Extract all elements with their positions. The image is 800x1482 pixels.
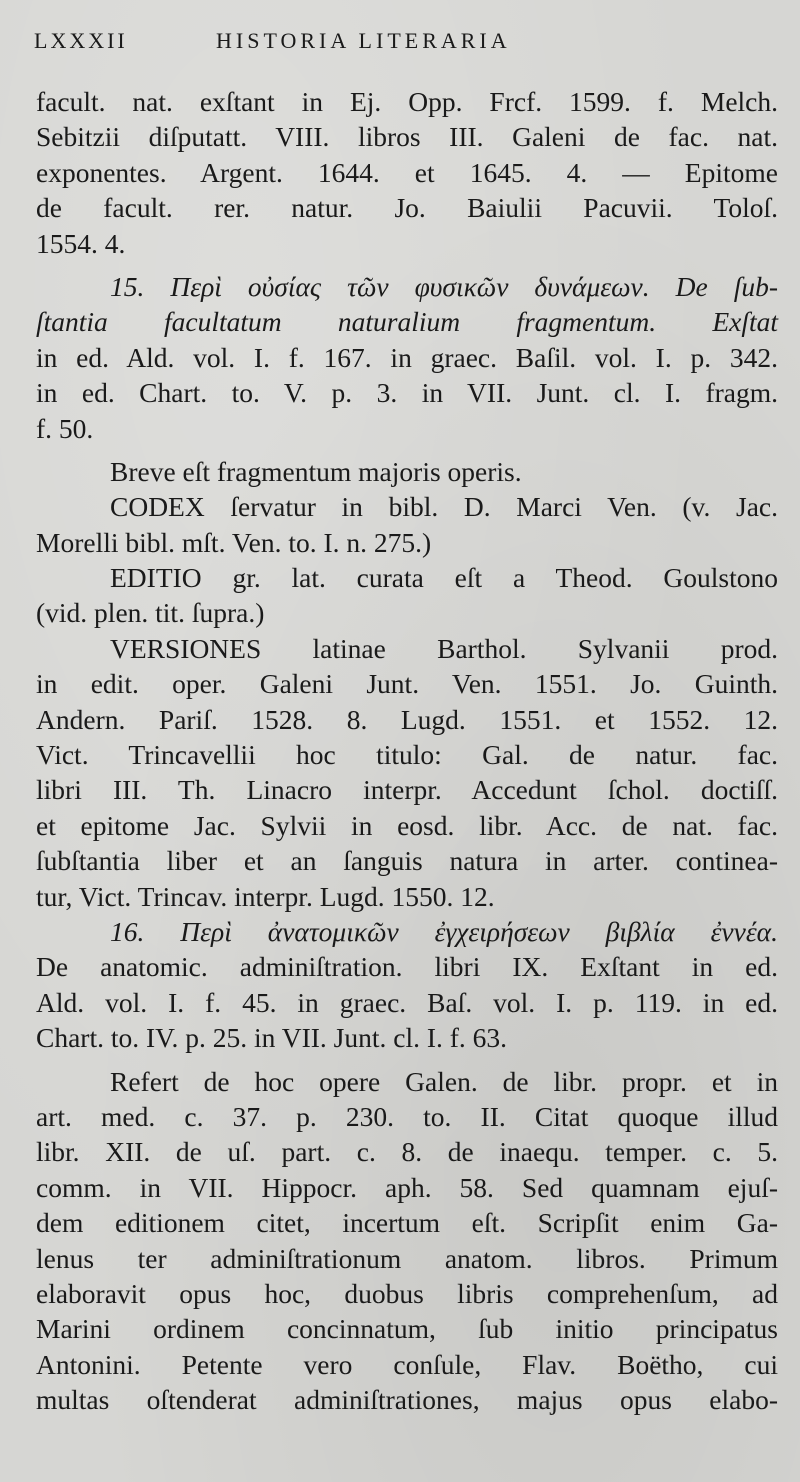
text-line: f. 50. bbox=[36, 412, 94, 444]
text-line: CODEX ſervatur in bibl. D. Marci Ven. (v. Jac. bbox=[110, 491, 778, 523]
text-line: comm. in VII. Hippocr. aph. 58. Sed quamnam ejuſ- bbox=[36, 1171, 778, 1203]
text-line: 15. Περὶ οὐσίας τῶν φυσικῶν δυνάμεων. De ſub- bbox=[110, 270, 778, 302]
text-line: 1554. 4. bbox=[36, 227, 126, 259]
text-line: VERSIONES latinae Barthol. Sylvanii prod. bbox=[110, 632, 778, 664]
text-line: lenus ter adminiſtrationum anatom. libros. Primum bbox=[36, 1242, 778, 1274]
text-line: Morelli bibl. mſt. Ven. to. I. n. 275.) bbox=[36, 526, 432, 558]
running-title: HISTORIA LITERARIA bbox=[216, 28, 511, 53]
body-text bbox=[36, 84, 778, 1417]
text-line: Chart. to. IV. p. 25. in VII. Junt. cl. I. f. 63. bbox=[36, 1022, 508, 1054]
text-line: de facult. rer. natur. Jo. Baiulii Pacuvii. Toloſ. bbox=[36, 192, 778, 224]
text-line: elaboravit opus hoc, duobus libris comprehenſum, ad bbox=[36, 1277, 778, 1309]
text-line: Vict. Trincavellii hoc titulo: Gal. de natur. fac. bbox=[36, 739, 778, 771]
text-line: tur, Vict. Trincav. interpr. Lugd. 1550. 12. bbox=[36, 880, 495, 912]
text-line: ſubſtantia liber et an ſanguis natura in arter. continea- bbox=[36, 845, 778, 877]
text-line: facult. nat. exſtant in Ej. Opp. Frcf. 1599. f. Melch. bbox=[36, 86, 778, 117]
text-line: in edit. oper. Galeni Junt. Ven. 1551. Jo. Guinth. bbox=[36, 668, 778, 700]
text-line: in ed. Ald. vol. I. f. 167. in graec. Baſil. vol. I. p. 342. bbox=[36, 341, 778, 373]
text-line: dem editionem citet, incertum eſt. Scripſit enim Ga- bbox=[36, 1207, 778, 1239]
text-line: exponentes. Argent. 1644. et 1645. 4. — Epitome bbox=[36, 156, 778, 188]
text-line: art. med. c. 37. p. 230. to. II. Citat quoque illud bbox=[36, 1100, 778, 1132]
text-line: Ald. vol. I. f. 45. in graec. Baſ. vol. I. p. 119. in ed. bbox=[36, 986, 778, 1018]
text-line: in ed. Chart. to. V. p. 3. in VII. Junt. cl. I. fragm. bbox=[36, 377, 778, 409]
text-line: EDITIO gr. lat. curata eſt a Theod. Goulstono bbox=[110, 562, 778, 594]
text-line: (vid. plen. tit. ſupra.) bbox=[36, 597, 265, 629]
text-line: et epitome Jac. Sylvii in eosd. libr. Acc. de nat. fac. bbox=[36, 809, 778, 841]
text-line: Refert de hoc opere Galen. de libr. propr. et in bbox=[110, 1065, 778, 1097]
text-line: 16. Περὶ ἀνατομικῶν ἐγχειρήσεων βιβλία ἐννέα. bbox=[110, 915, 778, 947]
text-line: Breve eſt fragmentum majoris operis. bbox=[110, 455, 522, 487]
text-line: libri III. Th. Linacro interpr. Accedunt ſchol. doctiſſ. bbox=[36, 774, 778, 806]
text-line: multas oſtenderat adminiſtrationes, majus opus elabo- bbox=[36, 1384, 778, 1416]
text-line: libr. XII. de uſ. part. c. 8. de inaequ. temper. c. 5. bbox=[36, 1136, 778, 1168]
text-line: De anatomic. adminiſtration. libri IX. Exſtant in ed. bbox=[36, 951, 778, 983]
text-line: Marini ordinem concinnatum, ſub initio principatus bbox=[36, 1313, 778, 1345]
text-line: Andern. Pariſ. 1528. 8. Lugd. 1551. et 1552. 12. bbox=[36, 703, 778, 735]
text-line: ſtantia facultatum naturalium fragmentum. Exſtat bbox=[36, 306, 778, 338]
text-line: Antonini. Petente vero conſule, Flav. Boëtho, cui bbox=[36, 1348, 778, 1380]
page-header bbox=[34, 28, 774, 64]
text-line: Sebitzii diſputatt. VIII. libros III. Galeni de fac. nat. bbox=[36, 121, 778, 153]
page-number: LXXXII bbox=[34, 28, 128, 53]
